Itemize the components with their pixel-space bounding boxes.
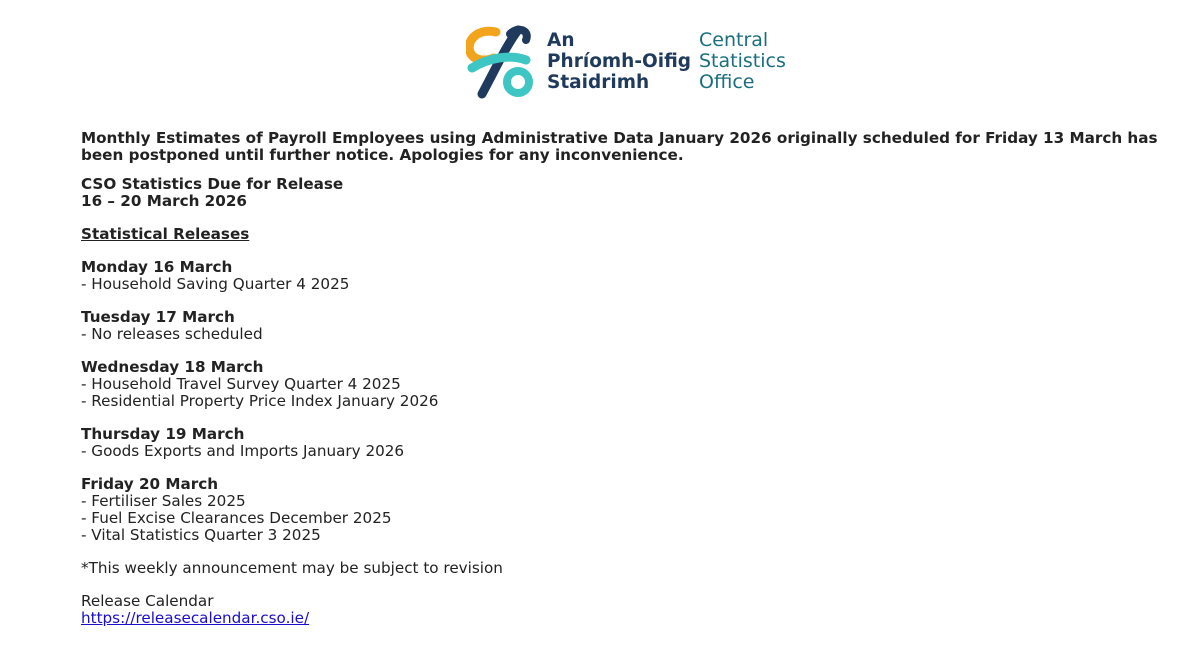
section-heading: Statistical Releases [81,225,250,243]
logo-irish-line: An [547,30,575,51]
release-title [81,176,1171,210]
release-calendar-label: Release Calendar [81,592,214,610]
day-heading: Monday 16 March [81,258,233,276]
revision-disclaimer: *This weekly announcement may be subject to revision [81,559,503,577]
release-calendar-link[interactable]: https://releasecalendar.cso.ie/ [81,609,310,627]
release-item: - Fuel Excise Clearances December 2025 [81,509,392,527]
release-item: - Fertiliser Sales 2025 [81,492,246,510]
logo-irish-line: Phríomh-Oifig [547,51,692,72]
day-group [81,309,1171,343]
logo-english-line: Central [699,29,769,51]
release-item: - Residential Property Price Index January 2026 [81,392,439,410]
day-group [81,259,1171,293]
day-heading: Tuesday 17 March [81,308,235,326]
announcement-body [81,130,1171,627]
release-item: - Vital Statistics Quarter 3 2025 [81,526,321,544]
release-item: - Goods Exports and Imports January 2026 [81,442,405,460]
postponement-notice: Monthly Estimates of Payroll Employees using Administrative Data January 2026 originally scheduled for Friday 13 March has been postponed until further notice. Apologies for any inconvenience. [81,129,1158,164]
day-heading: Wednesday 18 March [81,358,264,376]
cso-logo-mark-icon [466,24,536,100]
release-item: - Household Saving Quarter 4 2025 [81,275,350,293]
release-calendar [81,593,1171,627]
logo-irish-line: Staidrimh [547,72,650,93]
release-date-range: 16 – 20 March 2026 [81,192,247,210]
release-title-line: CSO Statistics Due for Release [81,175,344,193]
day-heading: Friday 20 March [81,475,219,493]
day-group [81,426,1171,460]
day-heading: Thursday 19 March [81,425,245,443]
logo-english-line: Statistics [699,50,786,72]
logo-english-name [699,30,786,93]
release-item: - No releases scheduled [81,325,263,343]
logo-english-line: Office [699,71,755,93]
cso-logo [466,24,806,100]
logo-irish-name [547,30,691,93]
day-group [81,359,1171,410]
release-item: - Household Travel Survey Quarter 4 2025 [81,375,401,393]
day-group [81,476,1171,544]
